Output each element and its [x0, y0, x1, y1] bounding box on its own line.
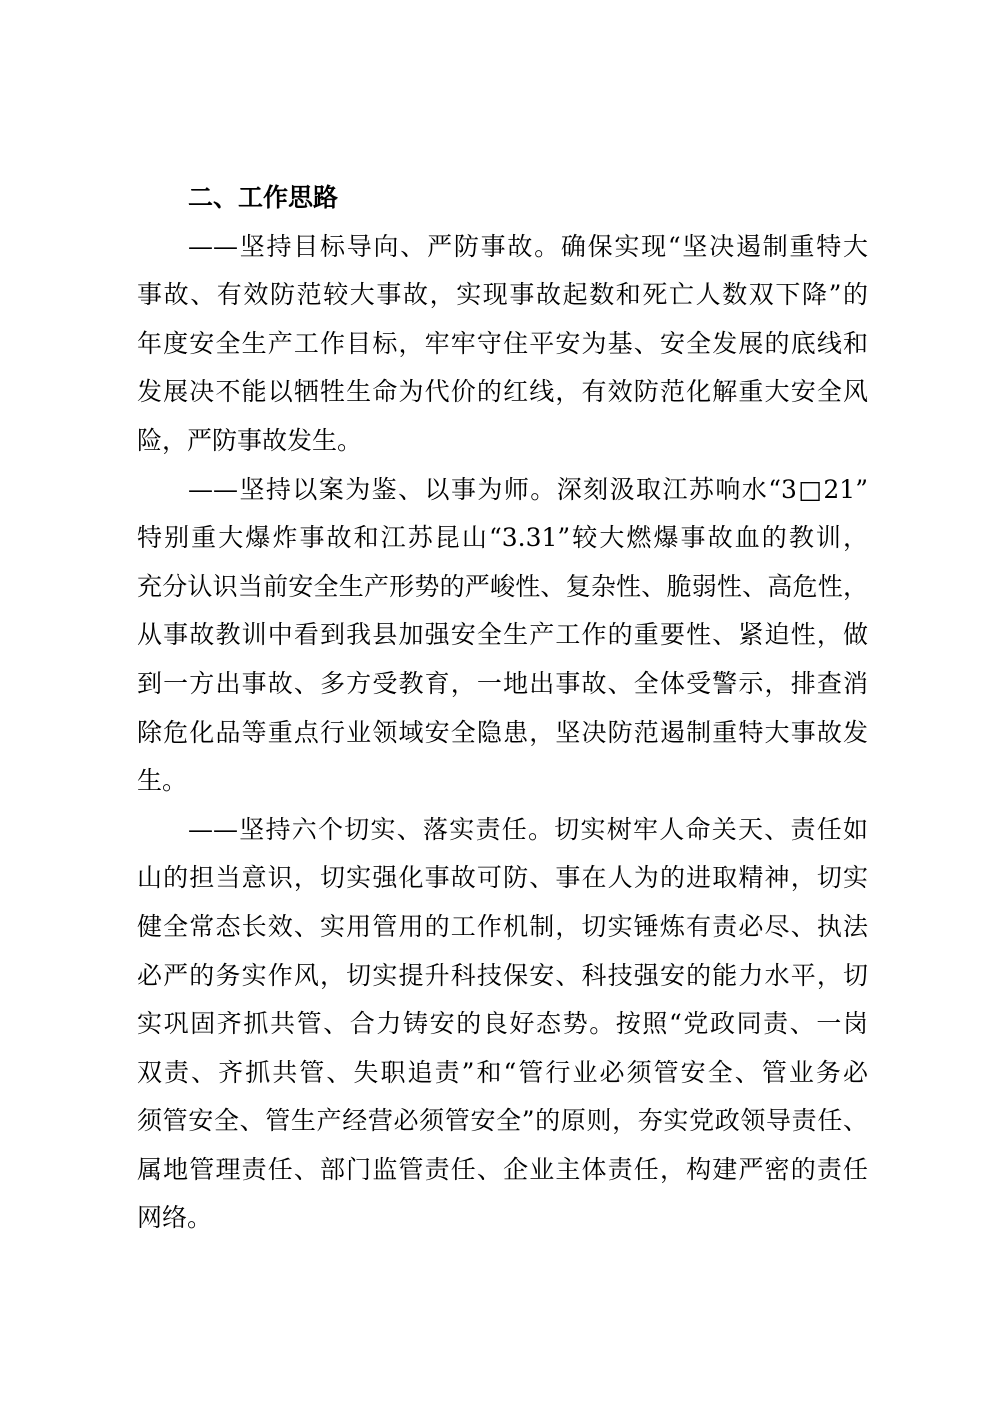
- section-heading: 二、工作思路: [188, 183, 339, 212]
- text-line: 充分认识当前安全生产形势的严峻性、复杂性、脆弱性、高危性，: [137, 571, 868, 601]
- text-line: 险，严防事故发生。: [137, 425, 363, 455]
- paragraph-goal-oriented: [137, 223, 868, 466]
- text-line: 必严的务实作风，切实提升科技保安、科技强安的能力水平，切: [137, 960, 868, 990]
- text-line: 特别重大爆炸事故和江苏昆山“3.31”较大燃爆事故血的教训，: [137, 523, 868, 553]
- text-line: 发展决不能以牺牲生命为代价的红线，有效防范化解重大安全风: [137, 377, 868, 407]
- text-line: 双责、齐抓共管、失职追责”和“管行业必须管安全、管业务必: [137, 1057, 868, 1087]
- text-line: ——坚持目标导向、严防事故。确保实现“坚决遏制重特大: [188, 231, 868, 261]
- text-line: 年度安全生产工作目标，牢牢守住平安为基、安全发展的底线和: [137, 328, 868, 358]
- paragraph-learn-from-cases: [137, 466, 868, 806]
- text-line: 从事故教训中看到我县加强安全生产工作的重要性、紧迫性，做: [137, 620, 868, 650]
- document-body: [137, 174, 868, 1243]
- text-line: 须管安全、管生产经营必须管安全”的原则，夯实党政领导责任、: [137, 1106, 868, 1136]
- text-line: 生。: [137, 766, 188, 796]
- text-line: 网络。: [137, 1203, 213, 1233]
- text-line: ——坚持六个切实、落实责任。切实树牢人命关天、责任如: [188, 814, 868, 844]
- text-line: 事故、有效防范较大事故，实现事故起数和死亡人数双下降”的: [137, 280, 868, 310]
- text-line: 山的担当意识，切实强化事故可防、事在人为的进取精神，切实: [137, 863, 868, 893]
- text-line: 除危化品等重点行业领域安全隐患，坚决防范遏制重特大事故发: [137, 717, 868, 747]
- text-line: ——坚持以案为鉴、以事为师。深刻汲取江苏响水“3□21”: [188, 474, 868, 504]
- text-line: 到一方出事故、多方受教育，一地出事故、全体受警示，排查消: [137, 668, 868, 698]
- paragraph-responsibility: [137, 806, 868, 1243]
- text-line: 健全常态长效、实用管用的工作机制，切实锤炼有责必尽、执法: [137, 911, 868, 941]
- text-line: 实巩固齐抓共管、合力铸安的良好态势。按照“党政同责、一岗: [137, 1009, 868, 1039]
- text-line: 属地管理责任、部门监管责任、企业主体责任，构建严密的责任: [137, 1154, 868, 1184]
